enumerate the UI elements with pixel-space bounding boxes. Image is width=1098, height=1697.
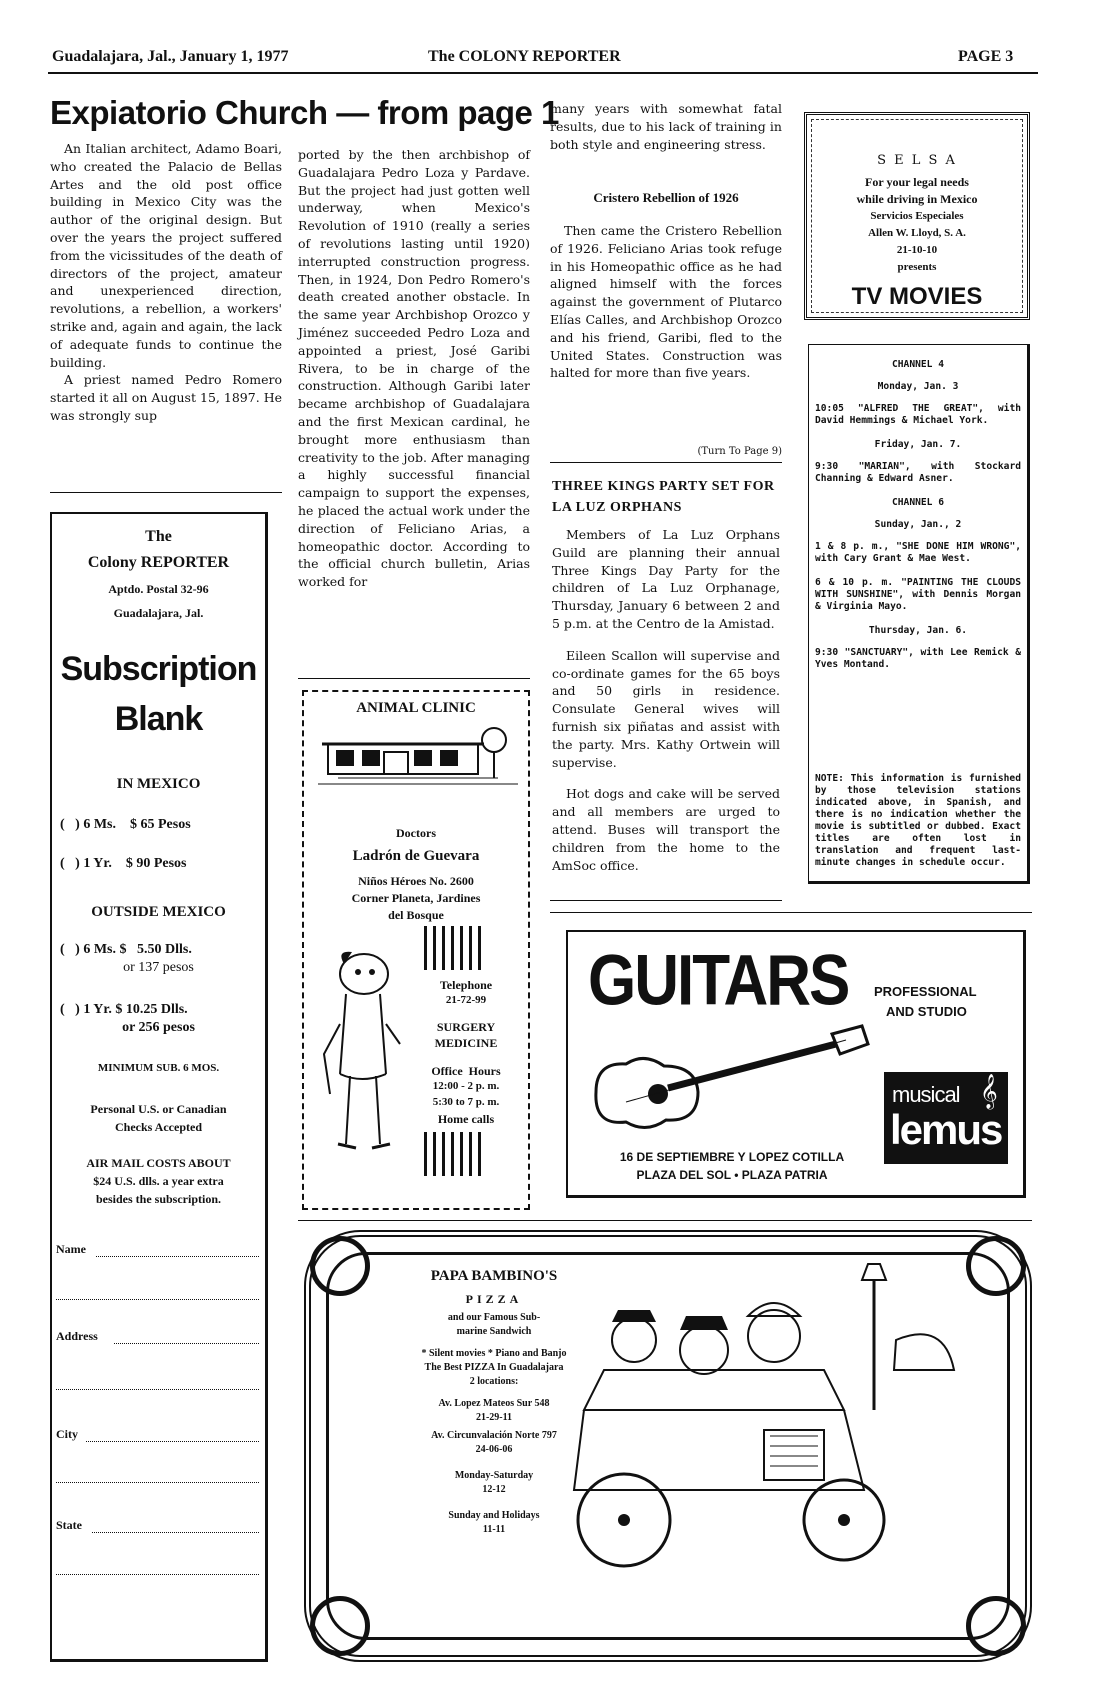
dateline: Guadalajara, Jal., January 1, 1977 [52, 48, 289, 65]
clinic-hours: 5:30 to 7 p. m. [432, 1096, 500, 1108]
city-field[interactable] [86, 1441, 259, 1442]
dog-cartoon-icon [316, 944, 406, 1164]
article-column-2 [298, 146, 530, 591]
tv-day-heading: Thursday, Jan. 6. [868, 625, 968, 636]
pizza-phone: 21-29-11 [475, 1412, 513, 1423]
clinic-address: del Bosque [388, 908, 444, 922]
clinic-surgery: SURGERY [436, 1020, 496, 1034]
selsa-line: Servicios Especiales [870, 210, 964, 222]
option-1yr-dlls[interactable]: ( ) 1 Yr. $ 10.25 Dlls. [60, 1002, 188, 1017]
sub-title: Blank [114, 700, 203, 738]
option-6ms[interactable]: ( ) 6 Ms. $ 65 Pesos [60, 817, 191, 832]
pizza-location: Av. Circunvalación Norte 797 [431, 1430, 557, 1441]
section-rule [298, 1220, 1032, 1221]
pizza-title: PAPA BAMBINO'S [430, 1268, 558, 1284]
clinic-address: Niños Héroes No. 2600 [358, 874, 474, 888]
page-number: PAGE 3 [958, 48, 1014, 65]
sub-title: Subscription [60, 650, 257, 688]
state-field[interactable] [92, 1532, 259, 1533]
tv-listing: 1 & 8 p. m., "SHE DONE HIM WRONG", with Cary Grant & Mae West. [815, 541, 1021, 564]
guitars-address: 16 DE SEPTIEMBRE Y LOPEZ COTILLA [619, 1150, 845, 1164]
subscription-blank [50, 512, 268, 1662]
selsa-line: while driving in Mexico [856, 192, 978, 206]
article-headline: Expiatorio Church — from page 1 [50, 94, 559, 131]
article-paragraph: Then came the Cristero Rebellion of 1926. Feliciano Arias took refuge in his Homeopathic office as he had aligned himself with the forces against the government of Plutarco Elías Calles, and Archbishop Orozco and his friend, Garibi, fled to the United States. Construction was halted for more than five years. [550, 223, 782, 381]
tv-day-heading: Friday, Jan. 7. [874, 439, 962, 450]
treble-clef-icon: 𝄞 [980, 1074, 998, 1109]
clinic-medicine: MEDICINE [434, 1036, 498, 1050]
guitars-title: GUITARS [588, 941, 849, 1021]
tv-listing: 9:30 "SANCTUARY", with Lee Remick & Yves Montand. [815, 647, 1021, 670]
guitar-icon [586, 1022, 876, 1142]
tv-movies-title: TV MOVIES [851, 283, 983, 310]
tv-day-heading: Monday, Jan. 3 [877, 381, 959, 392]
airmail-line: $24 U.S. dlls. a year extra [93, 1174, 224, 1188]
city-field-line2[interactable] [56, 1482, 259, 1483]
address-field[interactable] [114, 1343, 259, 1344]
tv-listing: 9:30 "MARIAN", with Stockard Channing & Edward Asner. [815, 461, 1021, 484]
pizza-scroll-tl [310, 1236, 370, 1296]
pizza-line: * Silent movies * Piano and Banjo [421, 1348, 567, 1359]
pizza-line: The Best PIZZA In Guadalajara [424, 1362, 564, 1373]
option-6ms-dlls[interactable]: ( ) 6 Ms. $ 5.50 Dlls. [60, 942, 192, 957]
name-label: Name [56, 1242, 86, 1256]
clinic-title: ANIMAL CLINIC [356, 700, 476, 716]
name-field[interactable] [96, 1256, 259, 1257]
airmail-line: besides the subscription. [95, 1192, 222, 1206]
address-field-line2[interactable] [56, 1389, 259, 1390]
article-subhead: Cristero Rebellion of 1926 [593, 190, 739, 205]
sub-line: The [145, 528, 172, 545]
checks-line: Personal U.S. or Canadian [90, 1102, 227, 1116]
guitars-address: PLAZA DEL SOL • PLAZA PATRIA [636, 1168, 828, 1182]
option-1yr[interactable]: ( ) 1 Yr. $ 90 Pesos [60, 856, 187, 871]
article-paragraph: many years with somewhat fatal results, due to his lack of training in both style and engineering stress. [550, 101, 782, 152]
address-label: Address [56, 1329, 98, 1343]
pizza-scroll-bl [310, 1596, 370, 1656]
selsa-phone: 21-10-10 [896, 244, 938, 256]
lemus-logo [884, 1072, 1008, 1164]
clinic-telephone: Telephone [439, 978, 493, 992]
airmail-line: AIR MAIL COSTS ABOUT [86, 1156, 231, 1170]
selsa-line: Allen W. Lloyd, S. A. [868, 227, 966, 239]
section-rule [550, 912, 1032, 913]
party-headline: THREE KINGS PARTY SET FOR LA LUZ ORPHANS [552, 479, 775, 515]
tv-list [809, 345, 1027, 671]
guitars-pro: AND STUDIO [886, 1004, 967, 1019]
header-rule [48, 72, 1038, 74]
pizza-phone: 24-06-06 [475, 1444, 513, 1455]
name-field-line2[interactable] [56, 1299, 259, 1300]
lemus-brand: lemus [890, 1106, 1002, 1153]
minimum-sub: MINIMUM SUB. 6 MOS. [97, 1062, 220, 1074]
in-mexico: IN MEXICO [116, 776, 201, 792]
option-1yr-pesos: or 256 pesos [122, 1020, 195, 1035]
sub-line: Guadalajara, Jal. [113, 606, 204, 620]
pizza-location: Av. Lopez Mateos Sur 548 [438, 1398, 550, 1409]
clinic-hours: 12:00 - 2 p. m. [432, 1080, 500, 1092]
tv-listings [808, 344, 1030, 884]
pizza-line: and our Famous Sub- [447, 1312, 541, 1323]
column-rule [298, 678, 530, 679]
clinic-phone-number: 21-72-99 [445, 994, 487, 1006]
antique-car-cartoon-icon [544, 1260, 964, 1590]
article-paragraph: ported by the then archbishop of Guadalajara Pedro Loza y Pardave. But the project had just gotten well underway, when Mexico's Revolution of 1910 (really a series of revolutions lasting until 1920) interrupted construction progress. Then, in 1924, Don Pedro Romero's death created another obstacle. In the same year Archbishop Orozco y Jiménez succeeded Pedro Loza and appointed a priest, José Garibi Rivera, to be in charge of the construction. Although Garibi later became archbishop of Guadalajara and the first Mexican cardinal, he brought more enthusiasm than creativity to the job. After managing a highly successful financial campaign to support the expenses, he placed the actual work under the direction of Feliciano Arias, a homeopathic doctor. According to the official church bulletin, Arias worked for [298, 147, 530, 590]
stripes-icon [424, 1132, 484, 1176]
state-label: State [56, 1518, 82, 1532]
tv-listing: 6 & 10 p. m. "PAINTING THE CLOUDS WITH SUNSHINE", with Dennis Morgan & Virginia Mayo. [815, 577, 1021, 612]
tv-listing: 10:05 "ALFRED THE GREAT", with David Hemmings & Michael York. [815, 403, 1021, 426]
pizza-hours: 11-11 [482, 1524, 506, 1535]
column-rule [550, 900, 782, 901]
column-rule [50, 492, 282, 493]
turn-to-page: (Turn To Page 9) [697, 446, 782, 457]
outside-mexico: OUTSIDE MEXICO [91, 904, 226, 920]
pizza-scroll-tr [966, 1236, 1026, 1296]
tv-day-heading: CHANNEL 4 [892, 359, 944, 370]
pizza-hours: 12-12 [482, 1484, 506, 1495]
clinic-address: Corner Planeta, Jardines [351, 891, 481, 905]
pizza-ad [304, 1230, 1032, 1662]
column-rule [550, 462, 782, 463]
sub-line: Colony REPORTER [87, 554, 230, 571]
party-paragraph: Eileen Scallon will supervise and co-ordinate games for the 65 boys and 50 girls in residence. Consulate General wives will furnish six piñatas and assist with the party. Mrs. Kathy Ortwein will supervise. [552, 647, 780, 770]
party-story [552, 526, 780, 874]
party-paragraph: Members of La Luz Orphans Guild are planning their annual Three Kings Day Party for the children of La Luz Orphanage, Thursday, January 6 between 2 and 5 p.m. at the Centro de la Amistad. [552, 527, 780, 631]
lemus-musical: musical [892, 1082, 960, 1107]
pizza-hours-label: Sunday and Holidays [448, 1510, 540, 1521]
pizza-word: PIZZA [465, 1292, 523, 1306]
selsa-line: For your legal needs [865, 175, 969, 189]
selsa-ad [804, 112, 1030, 320]
article-column-3 [550, 100, 782, 153]
guitars-pro: PROFESSIONAL [874, 984, 977, 999]
tv-note: NOTE: This information is furnished by those television stations indicated above, in Spanish, and there is no indication whether the movie is subtitled or dubbed. Exact titles are often lost in translation and frequent last-minute changes in schedule occur. [815, 773, 1021, 868]
checks-line: Checks Accepted [115, 1120, 202, 1134]
clinic-name: Ladrón de Guevara [352, 848, 480, 864]
selsa-name: S E L S A [877, 153, 957, 168]
guitars-ad [566, 930, 1026, 1198]
article-paragraph: An Italian architect, Adamo Boari, who created the Palacio de Bellas Artes and the old post office building in Mexico City was the author of the original design. But over the years the project suffered from the vicissitudes of the death of directors of the project, amateur and unexperienced direction, revolutions, a rebellion, a workers' strike and, again and again, the lack of adequate funds to continue the building. [50, 141, 282, 370]
selsa-line: presents [897, 261, 937, 273]
clinic-building-icon [318, 722, 518, 792]
tv-day-heading: CHANNEL 6 [892, 497, 944, 508]
stripes-icon [424, 926, 484, 970]
pizza-line: marine Sandwich [456, 1326, 532, 1337]
state-field-line2[interactable] [56, 1574, 259, 1575]
article-column-1 [50, 140, 282, 425]
pizza-hours-label: Monday-Saturday [454, 1470, 534, 1481]
city-label: City [56, 1427, 78, 1441]
clinic-office-hours: Office Hours [431, 1064, 501, 1078]
pizza-scroll-br [966, 1596, 1026, 1656]
article-column-3b [550, 222, 782, 382]
clinic-doctors: Doctors [396, 826, 436, 840]
clinic-home-calls: Home calls [437, 1112, 495, 1126]
newspaper-name: The COLONY REPORTER [428, 48, 621, 65]
tv-day-heading: Sunday, Jan., 2 [874, 519, 962, 530]
party-paragraph: Hot dogs and cake will be served and all members are urged to attend. Buses will transport the children from the home to the AmSoc office. [552, 786, 780, 873]
sub-line: Aptdo. Postal 32-96 [108, 582, 209, 596]
article-paragraph: A priest named Pedro Romero started it all on August 15, 1897. He was strongly sup [50, 372, 282, 423]
animal-clinic-ad [302, 690, 530, 1210]
pizza-line: 2 locations: [469, 1376, 519, 1387]
option-6ms-pesos: or 137 pesos [123, 960, 194, 975]
